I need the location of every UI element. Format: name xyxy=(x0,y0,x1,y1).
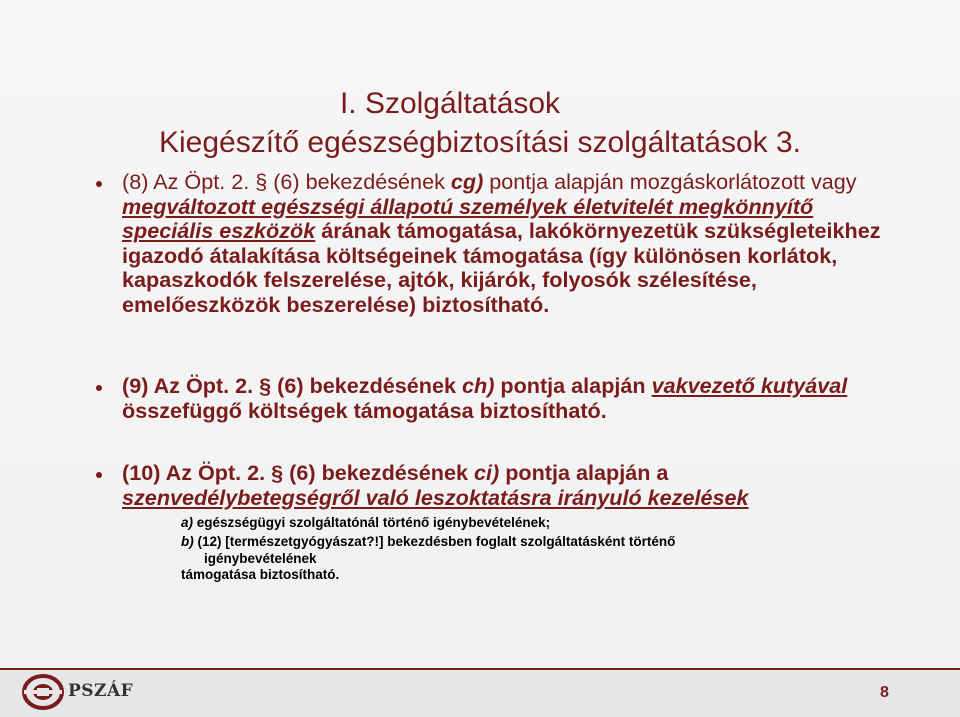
pszaf-logo-icon xyxy=(22,673,64,711)
footer-bar xyxy=(0,668,960,717)
footer-brand: PSZÁF xyxy=(68,681,134,701)
bullet-dot-icon xyxy=(96,385,102,391)
bullet-text: (8) Az Öpt. 2. § (6) bekezdésének cg) pontja alapján mozgáskorlátozott vagy megváltozott egészségi állapotú személyek életvitelét megkönnyítő speciális eszközök árának támogatása, lakókörnyezetük szükségleteikhez igazodó átalakítása költségeinek támogatása (így különösen korlátok, kapaszkodók felszerelése, ajtók, kijárók, folyosók szélesítése, emelőeszközök beszerelése) biztosítható. xyxy=(122,169,881,317)
sub-item-a: a) egészségügyi szolgáltatónál történő igénybevételének; xyxy=(181,515,551,530)
bullet-dot-icon xyxy=(96,472,102,478)
slide-subtitle: Kiegészítő egészségbiztosítási szolgáltatások 3. xyxy=(158,126,802,159)
emphasized-phrase: vakvezető kutyával xyxy=(651,373,848,398)
slide-title: I. Szolgáltatások xyxy=(339,87,561,120)
sub-item-b: b) (12) [természetgyógyászat?!] bekezdésben foglalt szolgáltatásként történő igénybevételének xyxy=(181,534,676,566)
emphasized-phrase: megváltozott egészségi állapotú személyek életvitelét megkönnyítő speciális eszközök xyxy=(122,193,814,243)
bullet-text: (9) Az Öpt. 2. § (6) bekezdésének ch) pontja alapján vakvezető kutyával összefüggő költségek támogatása biztosítható. xyxy=(122,373,848,423)
sub-closing-text: támogatása biztosítható. xyxy=(181,567,340,582)
page-number: 8 xyxy=(880,684,889,701)
bullet-dot-icon xyxy=(96,181,102,187)
emphasized-phrase: szenvedélybetegségről való leszoktatásra irányuló kezelések xyxy=(122,484,749,510)
bullet-text: (10) Az Öpt. 2. § (6) bekezdésének ci) pontja alapján a szenvedélybetegségről való leszoktatásra irányuló kezelések xyxy=(122,460,749,510)
